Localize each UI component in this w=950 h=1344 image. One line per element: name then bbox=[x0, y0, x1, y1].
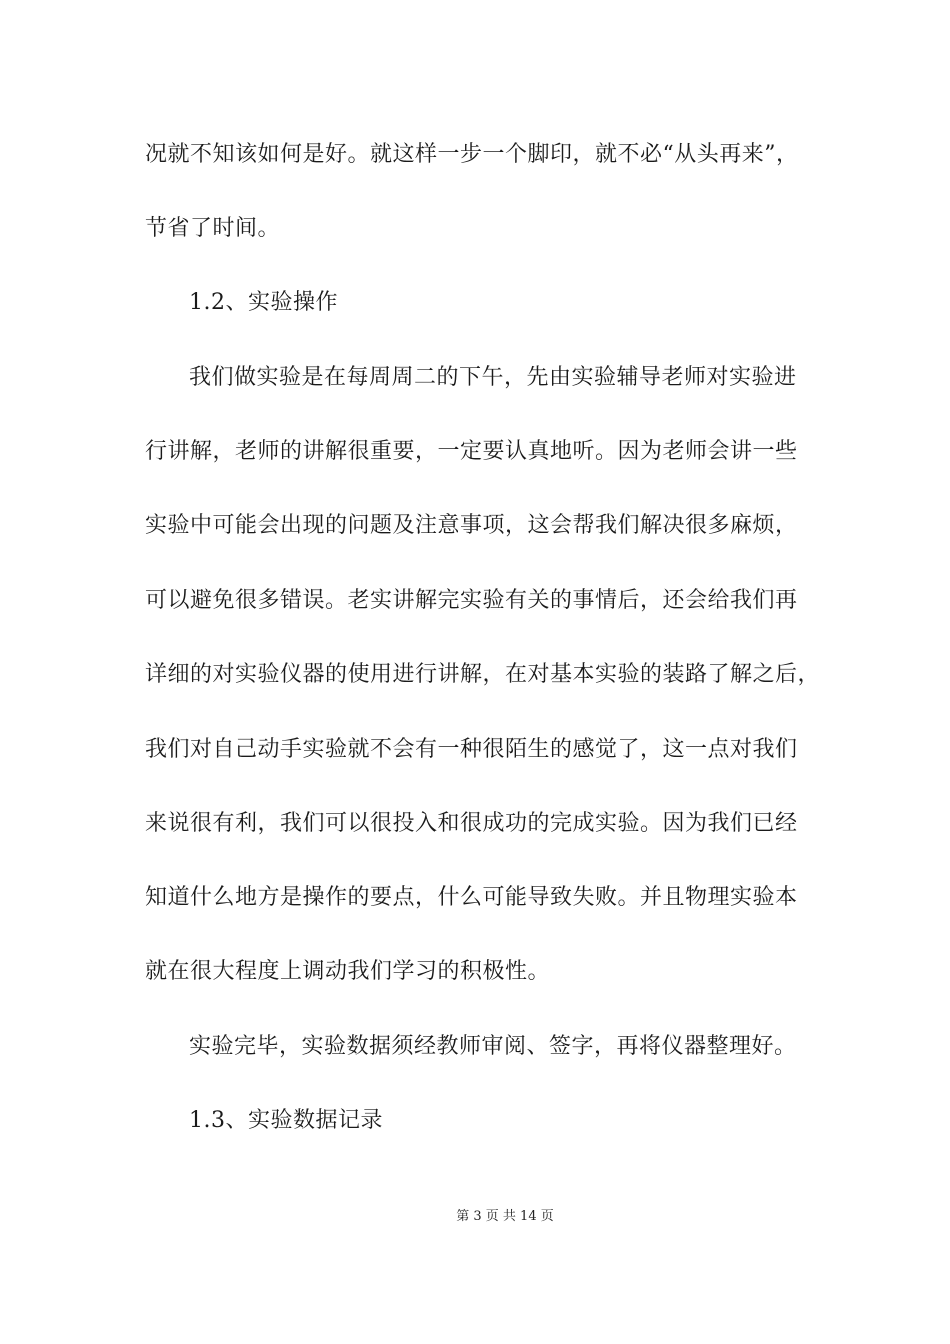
text-line: 节省了时间。 bbox=[145, 216, 281, 241]
text-line: 我们做实验是在每周周二的下午，先由实验辅导老师对实验进 bbox=[189, 365, 797, 390]
text-line: 实验中可能会出现的问题及注意事项，这会帮我们解决很多麻烦， bbox=[145, 513, 798, 538]
text-line: 详细的对实验仪器的使用进行讲解，在对基本实验的装路了解之后， bbox=[145, 662, 821, 687]
text-line: 来说很有利，我们可以很投入和很成功的完成实验。因为我们已经 bbox=[145, 811, 798, 836]
text-line: 我们对自己动手实验就不会有一种很陌生的感觉了，这一点对我们 bbox=[145, 737, 798, 762]
section-heading-1-2: 1.2、实验操作 bbox=[189, 290, 338, 315]
section-heading-1-3: 1.3、实验数据记录 bbox=[189, 1108, 383, 1133]
text-line: 况就不知该如何是好。就这样一步一个脚印，就不必“从头再来”， bbox=[145, 142, 799, 167]
text-line: 可以避免很多错误。老实讲解完实验有关的事情后，还会给我们再 bbox=[145, 588, 798, 613]
text-line: 就在很大程度上调动我们学习的积极性。 bbox=[145, 959, 551, 984]
text-line: 知道什么地方是操作的要点，什么可能导致失败。并且物理实验本 bbox=[145, 885, 798, 910]
text-line: 行讲解，老师的讲解很重要，一定要认真地听。因为老师会讲一些 bbox=[145, 439, 798, 464]
page-number-footer: 第 3 页 共 14 页 bbox=[456, 1209, 554, 1224]
text-line: 实验完毕，实验数据须经教师审阅、签字，再将仪器整理好。 bbox=[189, 1034, 797, 1059]
